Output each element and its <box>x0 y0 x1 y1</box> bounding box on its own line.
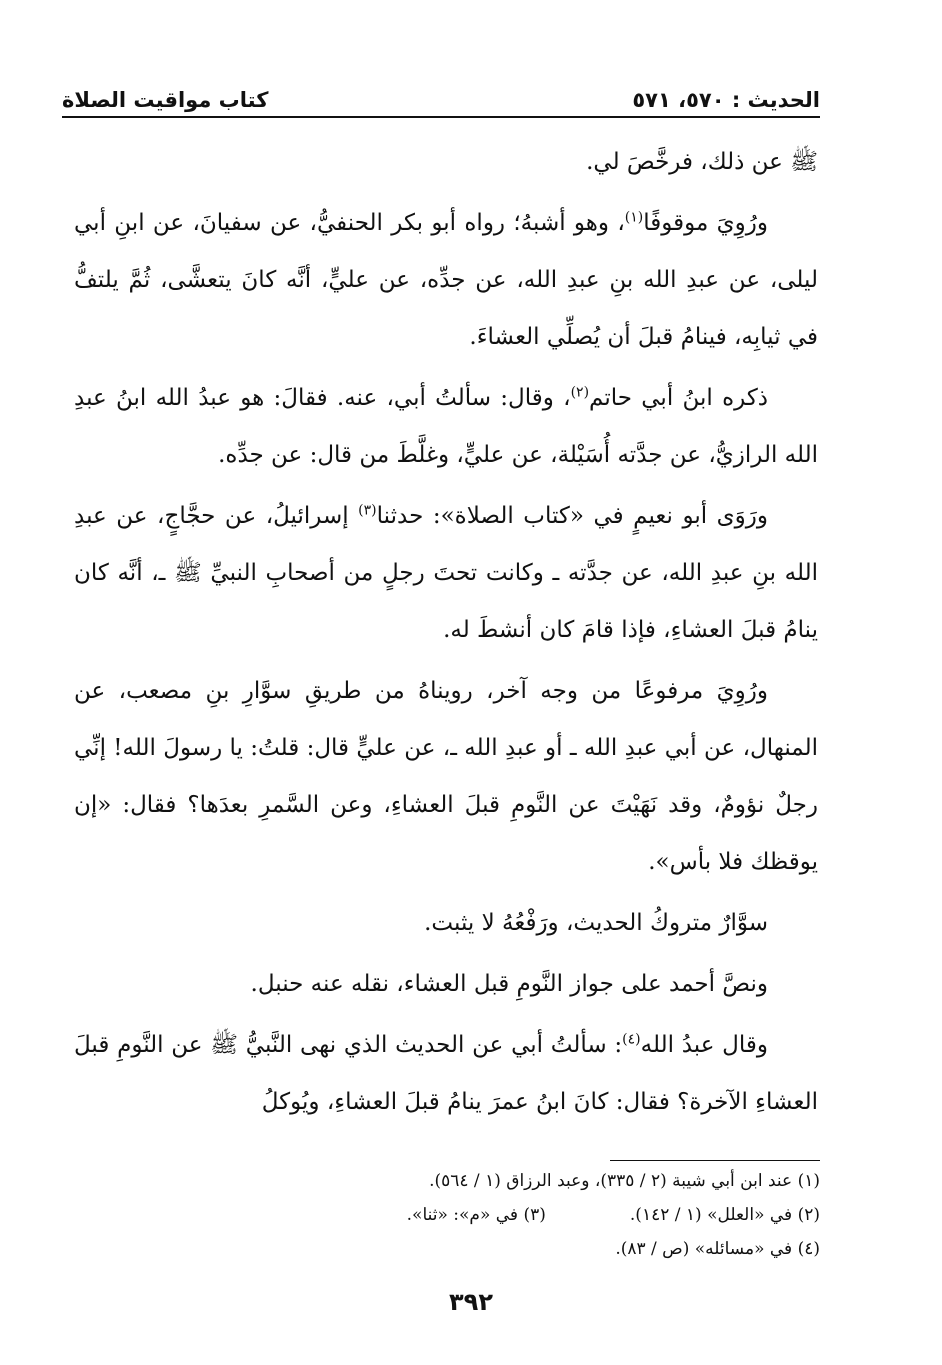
paragraph-3-start: ذكره ابنُ أبي حاتم <box>589 385 769 411</box>
footnote-1-text: (١) عند ابن أبي شيبة (٢ / ٣٣٥)، وعبد الرزاق (١ / ٥٦٤). <box>429 1171 820 1191</box>
paragraph-8-rest: : سألتُ أبي عن الحديث الذي نهى النَّبيُّ ﷺ عن النَّومِ قبلَ العشاءِ الآخرة؟ فقال: كانَ ابنُ عمرَ ينامُ قبلَ العشاءِ، ويُوكلُ <box>74 1032 818 1115</box>
footnote-ref-3[interactable]: (٣) <box>358 502 377 519</box>
paragraph-7: ونصَّ أحمد على جواز النَّومِ قبل العشاء، نقله عنه حنبل. <box>250 971 768 997</box>
paragraph-3 <box>74 370 818 484</box>
paragraph-5: ورُوِيَ مرفوعًا من وجه آخر، رويناهُ من طريقِ سوَّارِ بنِ مصعب، عن المنهال، عن أبي عبدِ الله ـ أو عبدِ الله ـ، عن عليٍّ قال: قلتُ: يا رسولَ الله! إنِّي رجلٌ نؤومٌ، وقد نَهَيْتَ عن النَّومِ قبلَ العشاءِ، وعن السَّمرِ بعدَها؟ فقال: «إن يوقظك فلا بأس». <box>74 678 818 875</box>
paragraph-2 <box>74 195 818 366</box>
header-book-title: كتاب مواقيت الصلاة <box>62 88 269 112</box>
footnote-2-3-row <box>130 1198 820 1232</box>
page-number: ٣٩٢ <box>449 1288 493 1316</box>
header-hadith-numbers: الحديث : ٥٧٠، ٥٧١ <box>632 88 820 112</box>
paragraph-8-start: وقال عبدُ الله <box>640 1032 768 1058</box>
paragraph-3-rest: ، وقال: سألتُ أبي، عنه. فقالَ: هو عبدُ الله ابنُ عبدِ الله الرازيُّ، عن جدَّته أُسَيْلة، عن عليٍّ، وغلَّطَ من قال: عن جدِّه. <box>74 385 818 468</box>
footnote-ref-4[interactable]: (٤) <box>622 1031 641 1048</box>
paragraph-6: سوَّارٌ متروكُ الحديث، ورَفْعُهُ لا يثبت. <box>424 910 768 936</box>
main-text <box>74 134 818 1131</box>
paragraph-1: ﷺ عن ذلك، فرخَّصَ لي. <box>586 149 818 175</box>
paragraph-4 <box>74 488 818 659</box>
paragraph-8 <box>74 1017 818 1131</box>
paragraph-2-rest: ، وهو أشبهُ؛ رواه أبو بكر الحنفيُّ، عن سفيانَ، عن ابنِ أبي ليلى، عن عبدِ الله بنِ عبدِ الله، عن جدِّه، عن عليٍّ، أنَّه كانَ يتعشَّى، ثُمَّ يلتفُّ في ثيابِه، فينامُ قبلَ أن يُصلِّي العشاءَ. <box>74 210 818 350</box>
paragraph-2-start: ورُوِيَ موقوفًا <box>643 210 768 236</box>
footnote-4 <box>130 1232 820 1266</box>
paragraph-4-rest: إسرائيلُ، عن حجَّاجٍ، عن عبدِ الله بنِ عبدِ الله، عن جدَّته ـ وكانت تحتَ رجلٍ من أصحابِ النبيِّ ﷺ ـ، أنَّه كان ينامُ قبلَ العشاءِ، فإذا قامَ كان أنشطَ له. <box>74 503 818 643</box>
paragraph-4-start: ورَوَى أبو نعيمٍ في «كتاب الصلاة»: حدثنا <box>376 503 768 529</box>
footnote-3-text: (٣) في «م»: «ثنا». <box>406 1205 546 1225</box>
footnote-4-text: (٤) في «مسائله» (ص / ٨٣). <box>615 1239 820 1259</box>
footnotes <box>130 1164 820 1266</box>
footnote-ref-2[interactable]: (٢) <box>570 384 590 401</box>
footnote-2-text: (٢) في «العلل» (١ / ١٤٢). <box>629 1205 820 1225</box>
footnote-divider <box>610 1160 820 1161</box>
running-header <box>62 78 820 118</box>
footnote-ref-1[interactable]: (١) <box>624 209 644 226</box>
footnote-1 <box>130 1164 820 1198</box>
